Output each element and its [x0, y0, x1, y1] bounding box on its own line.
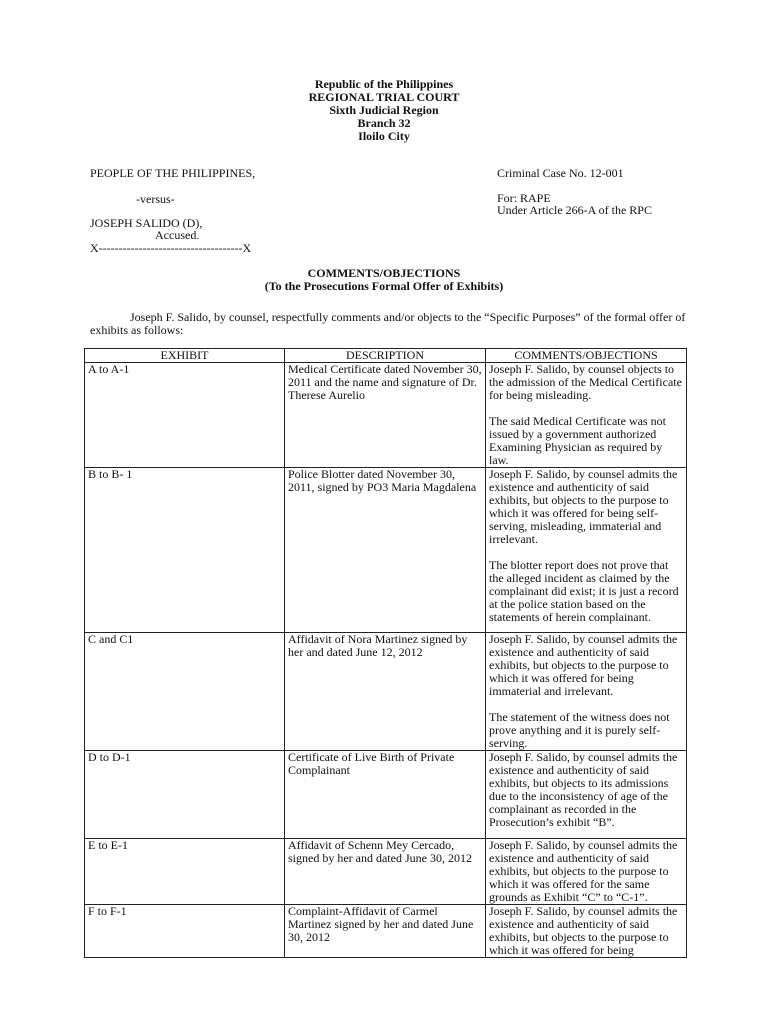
case-article: Under Article 266-A of the RPC [497, 203, 652, 217]
comment-paragraph: The statement of the witness does not prove anything and it is purely self-serving. [489, 710, 670, 750]
comment-cell [486, 839, 687, 905]
exhibit-cell: D to D-1 [85, 751, 285, 839]
caption-defendant: JOSEPH SALIDO (D), [90, 216, 203, 230]
court-region: Sixth Judicial Region [329, 103, 439, 117]
table-header-row [85, 349, 687, 363]
description-cell: Medical Certificate dated November 30, 2011 and the name and signature of Dr. Therese Aurelio [285, 363, 486, 468]
court-name: REGIONAL TRIAL COURT [308, 90, 460, 104]
document-title [0, 267, 768, 293]
description-cell: Complaint-Affidavit of Carmel Martinez signed by her and dated June 30, 2012 [285, 905, 486, 958]
court-city: Iloilo City [358, 129, 410, 143]
comment-paragraph: Joseph F. Salido, by counsel admits the existence and authenticity of said exhibits, but objects to the purpose to which it was offered for being [489, 904, 678, 957]
comment-paragraph: The blotter report does not prove that the alleged incident as claimed by the complainant did exist; it is just a record at the police station based on the statements of herein complainant. [489, 558, 679, 624]
caption-versus: -versus- [136, 192, 175, 206]
exhibit-cell: F to F-1 [85, 905, 285, 958]
table-row [85, 468, 687, 633]
caption-separator: X------------------------------------X [90, 241, 252, 255]
caption-plaintiff: PEOPLE OF THE PHILIPPINES, [90, 166, 256, 180]
comment-paragraph: Joseph F. Salido, by counsel admits the existence and authenticity of said exhibits, but objects to the purpose to which it was offered for being immaterial and irrelevant. [489, 632, 678, 698]
court-republic: Republic of the Philippines [314, 77, 454, 91]
table-row [85, 839, 687, 905]
comment-paragraph: Joseph F. Salido, by counsel admits the existence and authenticity of said exhibits, but objects to the purpose to which it was offered for the same grounds as Exhibit “C” to “C-1”. [489, 838, 678, 904]
exhibits-table [84, 348, 687, 958]
exhibit-cell: E to E-1 [85, 839, 285, 905]
case-charge: For: RAPE [497, 191, 551, 205]
comment-paragraph: The said Medical Certificate was not issued by a government authorized Examining Physician as required by law. [489, 414, 666, 467]
case-number: Criminal Case No. 12-001 [497, 166, 624, 180]
intro-paragraph [90, 311, 690, 337]
header-description: DESCRIPTION [285, 349, 486, 363]
comment-cell [486, 633, 687, 751]
court-branch: Branch 32 [357, 116, 411, 130]
title-main: COMMENTS/OBJECTIONS [307, 266, 461, 280]
title-sub: (To the Prosecutions Formal Offer of Exhibits) [264, 279, 504, 293]
comment-cell [486, 905, 687, 958]
comment-cell [486, 363, 687, 468]
exhibit-cell: C and C1 [85, 633, 285, 751]
exhibit-cell: B to B- 1 [85, 468, 285, 633]
comment-paragraph: Joseph F. Salido, by counsel admits the existence and authenticity of said exhibits, but objects to its admissions due to the inconsistency of age of the complainant as recorded in the Prosecution’s exhibit “B”. [489, 750, 678, 829]
intro-text: Joseph F. Salido, by counsel, respectfully comments and/or objects to the “Specific Purposes” of the formal offer of exhibits as follows: [90, 310, 686, 337]
table-row [85, 751, 687, 839]
table-row [85, 633, 687, 751]
caption-accused: Accused. [155, 228, 200, 242]
comment-cell [486, 468, 687, 633]
comment-paragraph: Joseph F. Salido, by counsel objects to the admission of the Medical Certificate for being misleading. [489, 362, 682, 402]
description-cell: Police Blotter dated November 30, 2011, signed by PO3 Maria Magdalena [285, 468, 486, 633]
exhibit-cell: A to A-1 [85, 363, 285, 468]
comment-paragraph: Joseph F. Salido, by counsel admits the existence and authenticity of said exhibits, but objects to the purpose to which it was offered for being self-serving, misleading, immaterial and irrelevant. [489, 467, 678, 546]
table-row [85, 905, 687, 958]
comment-cell [486, 751, 687, 839]
header-comments: COMMENTS/OBJECTIONS [486, 349, 687, 363]
table-row [85, 363, 687, 468]
header-exhibit: EXHIBIT [85, 349, 285, 363]
description-cell: Affidavit of Schenn Mey Cercado, signed by her and dated June 30, 2012 [285, 839, 486, 905]
description-cell: Certificate of Live Birth of Private Complainant [285, 751, 486, 839]
court-header [0, 78, 768, 143]
description-cell: Affidavit of Nora Martinez signed by her and dated June 12, 2012 [285, 633, 486, 751]
